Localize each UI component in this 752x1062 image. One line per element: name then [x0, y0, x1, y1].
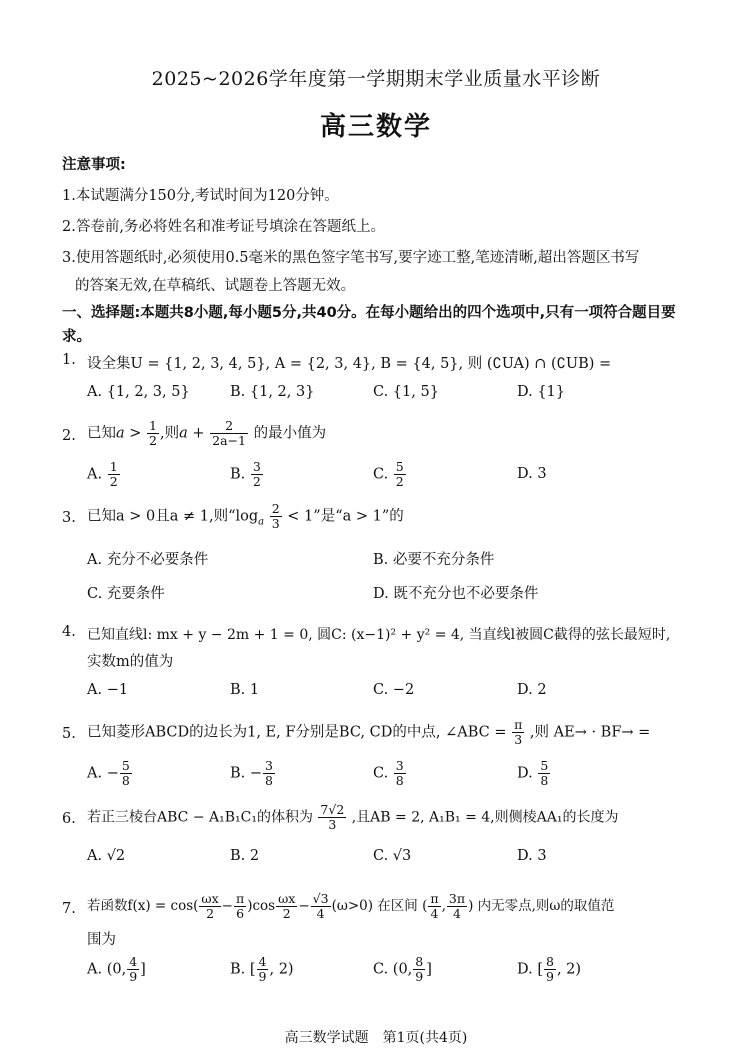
q7-stem-cont: 围为 [87, 932, 116, 948]
q3-option-c: C. 充要条件 [87, 586, 165, 602]
q4-option-c: C. −2 [373, 682, 415, 698]
q5-stem: 已知菱形ABCD的边长为1, E, F分别是BC, CD的中点, ∠ABC = $\frac{\pi}{3}$ ,则 AE→ · BF→ = [87, 717, 651, 747]
q1-option-b: B. {1, 2, 3} [230, 384, 315, 400]
subject-title: 高三数学 [319, 112, 432, 142]
notice-item-1: 1.本试题满分150分,考试时间为120分钟。 [62, 188, 339, 204]
q5-option-d: D. $\frac{5}{8}$ [517, 758, 549, 788]
q4-stem-cont: 实数m的值为 [87, 654, 174, 670]
q2-option-b: B. $\frac{3}{2}$ [230, 459, 261, 489]
q6-option-c: C. √3 [373, 848, 412, 864]
q1-option-a: A. {1, 2, 3, 5} [87, 384, 190, 400]
q2-frac-half: $\frac{1}{2}$ [149, 418, 157, 448]
q2-frac-expr: $\frac{2}{2a-1}$ [212, 418, 246, 448]
q2-stem: 已知a > $\frac{1}{2}$ ,则a + $\frac{2}{2a-1}$ 的最小值为 [87, 418, 327, 448]
q7-option-b: B. [ $\frac{4}{9}$ , 2) [230, 954, 294, 984]
q6-stem: 若正三棱台ABC − A₁B₁C₁的体积为 $\frac{7√2}{3}$ ,且AB = 2, A₁B₁ = 4,则侧棱AA₁的长度为 [87, 802, 619, 832]
q1-option-d: D. {1} [517, 384, 566, 400]
q4-option-b: B. 1 [230, 682, 260, 698]
section-heading: 一、选择题:本题共8小题,每小题5分,共40分。在每小题给出的四个选项中,只有一项符合题目要求。 [62, 305, 676, 345]
q5-option-b: B. − $\frac{3}{8}$ [230, 758, 273, 788]
q2-stem-pre: 已知 [87, 425, 116, 442]
q1-number: 1. [62, 352, 76, 368]
q2-number: 2. [62, 428, 76, 444]
q4-option-d: D. 2 [517, 682, 547, 698]
page-footer: 高三数学试题 第1页(共4页) [284, 1030, 468, 1046]
q6-option-a: A. √2 [87, 848, 126, 864]
notice-item-2: 2.答卷前,务必将姓名和准考证号填涂在答题纸上。 [62, 219, 385, 235]
q2-option-d: D. 3 [517, 466, 547, 482]
q7-option-c: C. (0, $\frac{8}{9}$ ] [373, 954, 432, 984]
q2-stem-post: 的最小值为 [253, 425, 327, 442]
q4-stem: 已知直线l: mx + y − 2m + 1 = 0, 圆C: (x−1)² + y² = 4, 当直线l被圆C截得的弦长最短时, [87, 627, 671, 643]
q3-number: 3. [62, 510, 76, 526]
q6-number: 6. [62, 811, 76, 827]
q3-option-d: D. 既不充分也不必要条件 [373, 586, 539, 602]
q5-option-c: C. $\frac{3}{8}$ [373, 758, 404, 788]
q3-frac: $\frac{2}{3}$ [271, 501, 280, 531]
q1-option-c: C. {1, 5} [373, 384, 439, 400]
q2-option-c: C. $\frac{5}{2}$ [373, 459, 404, 489]
q4-number: 4. [62, 624, 76, 640]
q5-frac-pi3: $\frac{\pi}{3}$ [514, 717, 523, 747]
q7-stem: 若函数f(x) = cos( $\frac{\omega x}{2}$ − $\frac{\pi}{6}$ )cos $\frac{\omega x}{2}$ − $\frac{√3}{4}$ (ω>0) 在区间 ( $\frac{\pi}{4}$ , $\frac{3\pi}{4}$ ) 内无零点,则ω的取值范 [87, 891, 615, 921]
q3-option-b: B. 必要不充分条件 [373, 552, 495, 568]
q6-frac: $\frac{7√2}{3}$ [320, 802, 345, 832]
q7-option-d: D. [ $\frac{8}{9}$ , 2) [517, 954, 582, 984]
q5-option-a: A. − $\frac{5}{8}$ [87, 758, 130, 788]
q4-option-a: A. −1 [87, 682, 129, 698]
notice-item-3: 3.使用答题纸时,必须使用0.5毫米的黑色签字笔书写,要字迹工整,笔迹清晰,超出答题区书写 [62, 250, 640, 266]
exam-title: 2025~2026学年度第一学期期末学业质量水平诊断 [151, 68, 601, 90]
q3-stem: 已知a > 0且a ≠ 1,则“$\log_a$ $\frac{2}{3}$ < 1”是“a > 1”的 [87, 501, 404, 531]
notice-item-3-cont: 的答案无效,在草稿纸、试题卷上答题无效。 [75, 278, 356, 294]
q7-option-a: A. (0, $\frac{4}{9}$ ] [87, 954, 146, 984]
q2-option-a: A. $\frac{1}{2}$ [87, 459, 118, 489]
q6-option-b: B. 2 [230, 848, 260, 864]
q6-option-d: D. 3 [517, 848, 547, 864]
notice-heading: 注意事项: [62, 157, 126, 173]
q2-stem-mid: ,则 [159, 425, 180, 442]
q1-stem: 设全集U = {1, 2, 3, 4, 5}, A = {2, 3, 4}, B = {4, 5}, 则 (∁UA) ∩ (∁UB) = [87, 356, 612, 372]
q5-number: 5. [62, 726, 76, 742]
q7-number: 7. [62, 901, 76, 917]
q3-option-a: A. 充分不必要条件 [87, 552, 209, 568]
